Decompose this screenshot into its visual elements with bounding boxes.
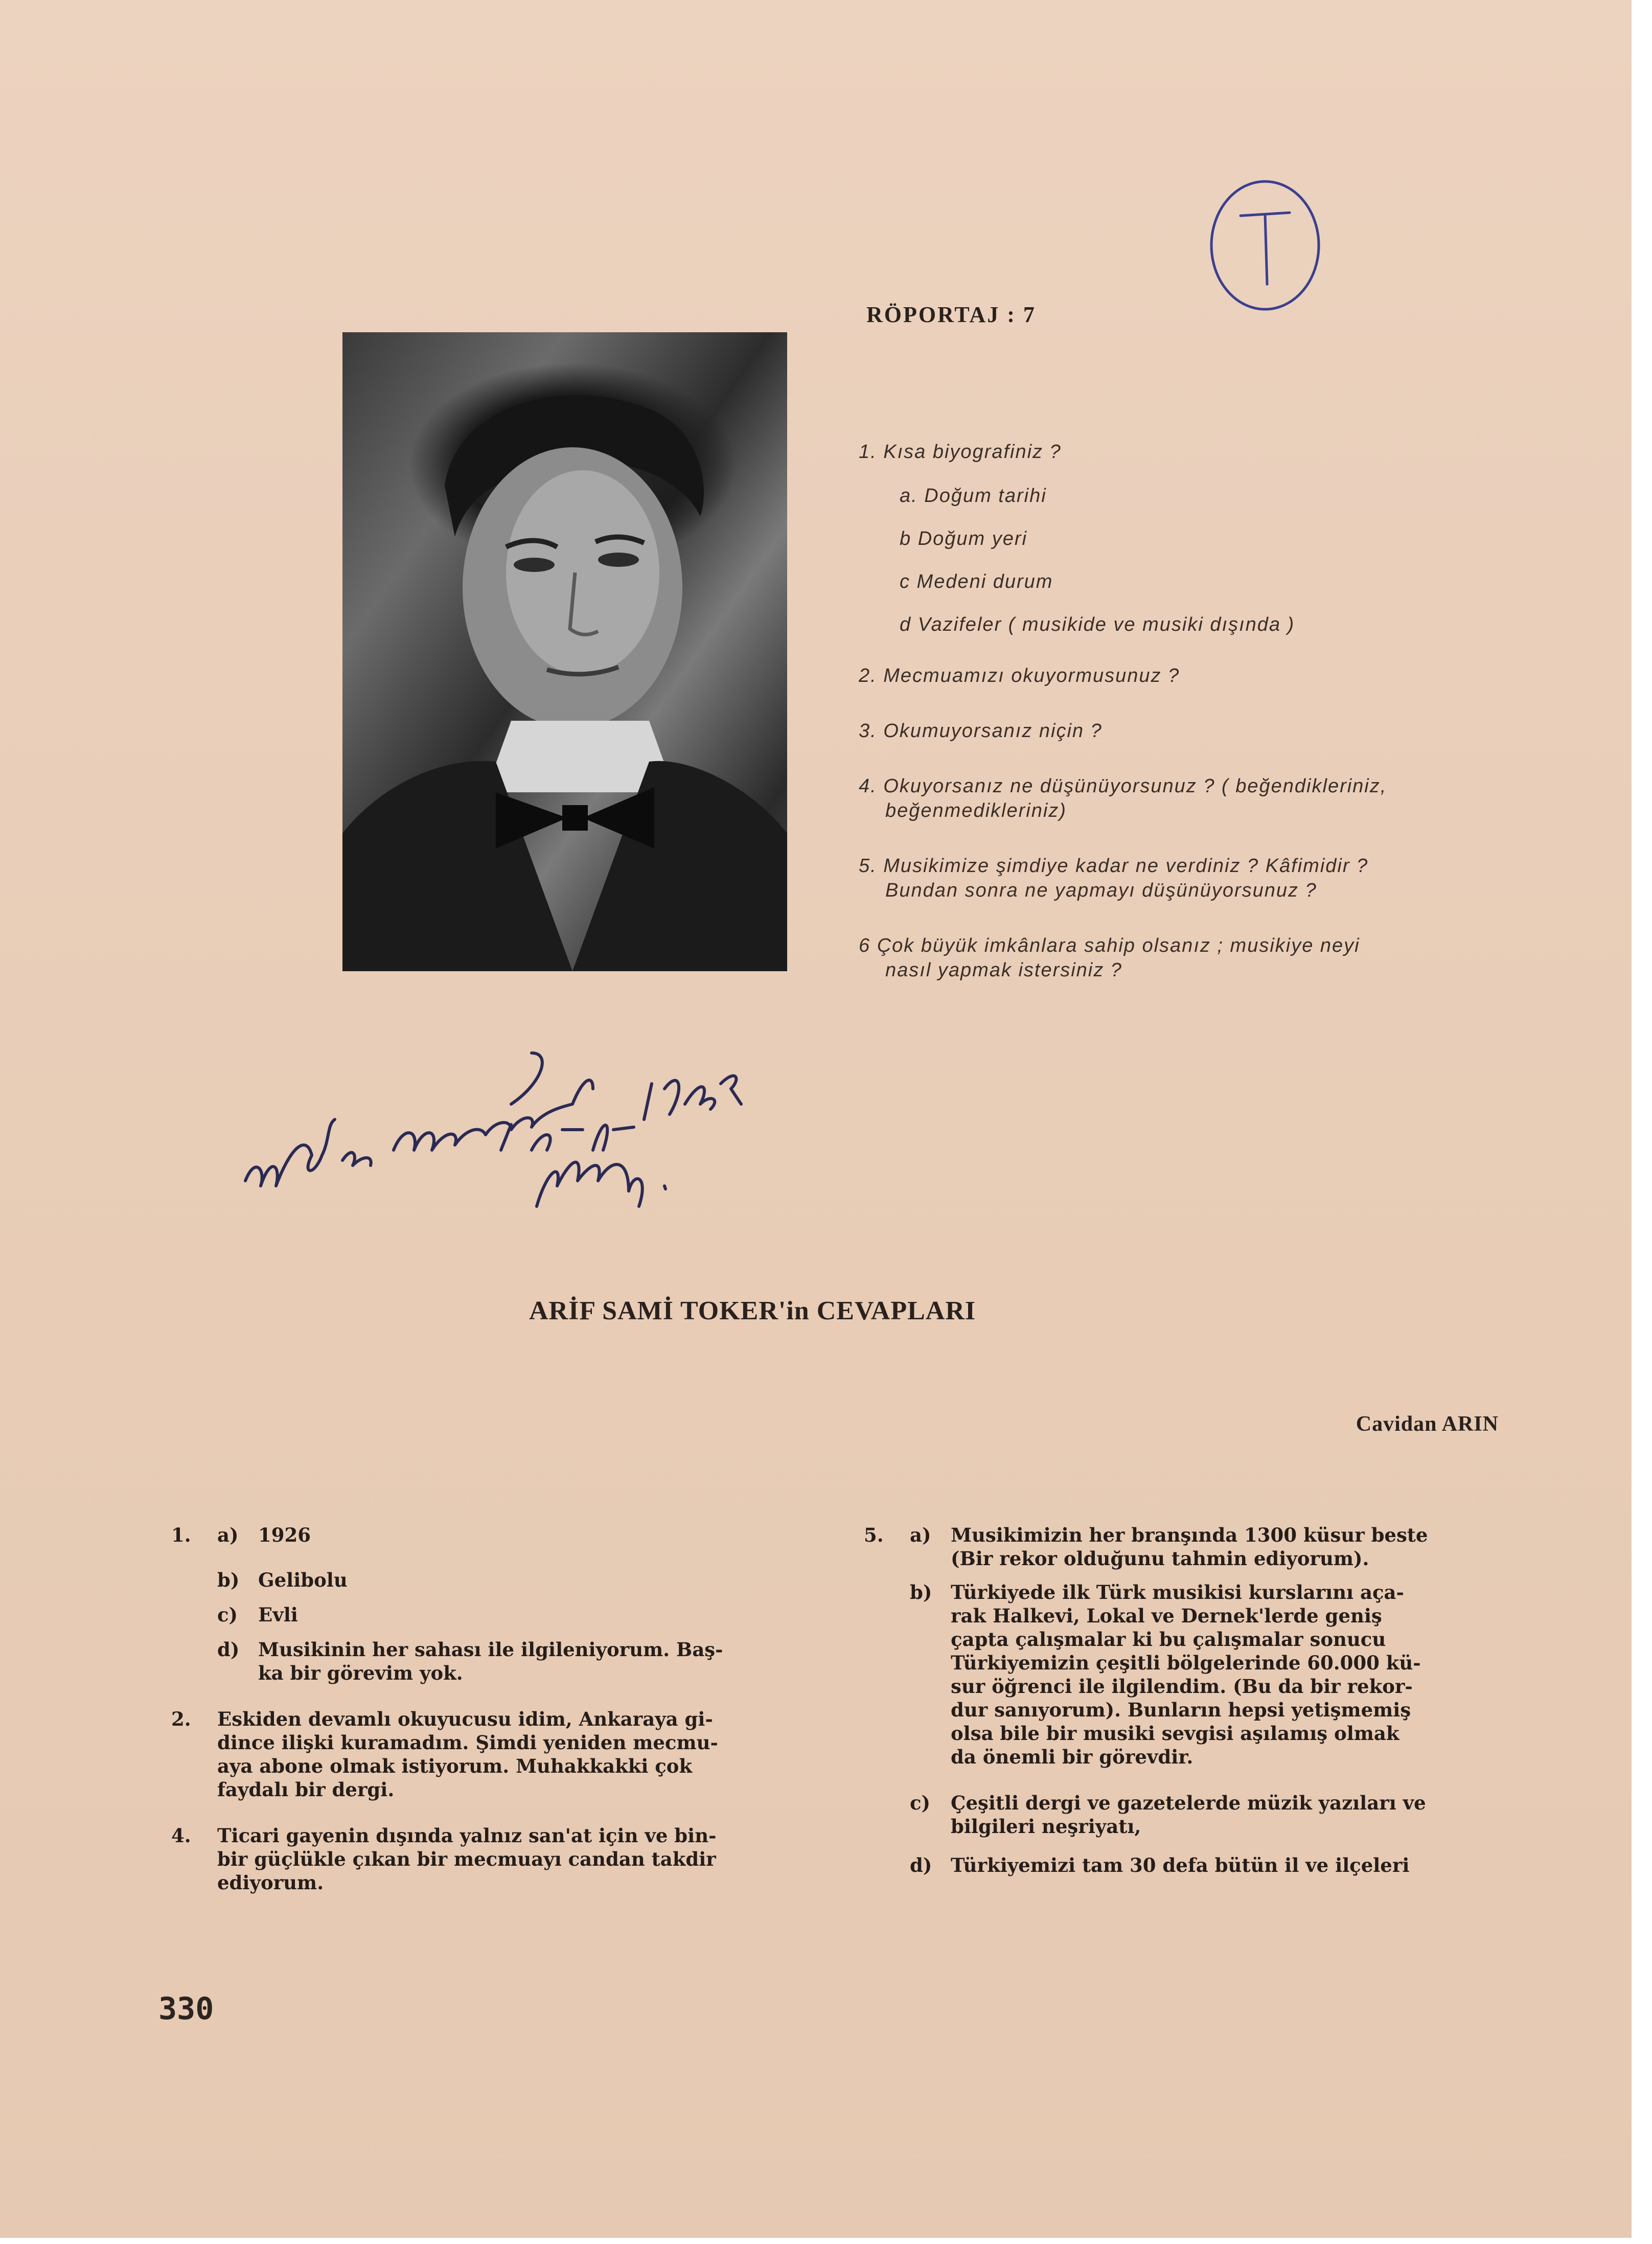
answer-text: Evli: [258, 1604, 298, 1626]
question-1a: a. Doğum tarihi: [900, 485, 1047, 507]
answer-line: Musikinin her sahası ile ilgileniyorum. Baş-: [258, 1638, 723, 1661]
answer-line: ediyorum.: [217, 1871, 324, 1894]
question-4: [859, 774, 1544, 823]
answer-text: Gelibolu: [258, 1569, 348, 1591]
answer-line: dur sanıyorum). Bunların hepsi yetişmemiş: [951, 1699, 1411, 1721]
portrait-photo: [342, 332, 787, 971]
answer-1b: [171, 1568, 825, 1592]
question-5-line-1: 5. Musikimize şimdiye kadar ne verdiniz ? Kâfimidir ?: [859, 855, 1369, 877]
question-5-line-2: Bundan sonra ne yapmayı düşünüyorsunuz ?: [885, 880, 1317, 901]
answer-1a: [171, 1523, 825, 1547]
circled-mark: [1199, 169, 1332, 322]
answer-text: [951, 1791, 1523, 1838]
answer-5-number: 5.: [864, 1524, 884, 1546]
handwritten-signature: [225, 1002, 797, 1217]
questionnaire: [859, 440, 1544, 982]
answer-letter: c): [910, 1792, 931, 1814]
answer-line: Çeşitli dergi ve gazetelerde müzik yazıları ve: [951, 1792, 1426, 1814]
answer-line: (Bir rekor olduğunu tahmin ediyorum).: [951, 1547, 1369, 1570]
answer-text: [258, 1638, 825, 1685]
question-2: 2. Mecmuamızı okuyormusunuz ?: [859, 665, 1180, 686]
question-1d: d Vazifeler ( musikide ve musiki dışında ): [900, 614, 1295, 635]
question-3: 3. Okumuyorsanız niçin ?: [859, 720, 1103, 742]
scan-border-right: [1632, 0, 1652, 2244]
question-6-line-2: nasıl yapmak istersiniz ?: [885, 959, 1122, 981]
answer-1d: [171, 1638, 825, 1685]
answer-letter: d): [217, 1638, 240, 1661]
answer-2-number: 2.: [171, 1708, 191, 1730]
page-number: 330: [158, 1991, 214, 2027]
answer-letter: b): [910, 1581, 932, 1604]
answer-text: [217, 1707, 825, 1801]
section-label: RÖPORTAJ : 7: [866, 302, 1036, 327]
answer-letter: a): [910, 1524, 931, 1546]
answers-title: ARİF SAMİ TOKER'in CEVAPLARI: [529, 1296, 976, 1325]
answer-1-number: 1.: [171, 1524, 191, 1546]
question-5: [859, 854, 1544, 903]
answer-4-number: 4.: [171, 1824, 191, 1847]
answer-5a: [864, 1523, 1523, 1570]
answer-5c: [864, 1791, 1523, 1838]
answer-line: da önemli bir görevdir.: [951, 1746, 1194, 1768]
answer-text: Türkiyemizi tam 30 defa bütün il ve ilçeleri: [951, 1854, 1410, 1876]
answer-line: bir güçlükle çıkan bir mecmuayı candan takdir: [217, 1848, 716, 1870]
author-name: Cavidan ARIN: [1356, 1412, 1499, 1436]
answer-2: [171, 1707, 825, 1801]
answers-right-column: [864, 1523, 1523, 1885]
question-1: 1. Kısa biyografiniz ?: [859, 441, 1062, 463]
answer-line: ka bir görevim yok.: [258, 1662, 463, 1684]
answer-5b: [864, 1581, 1523, 1769]
answer-1c: [171, 1603, 825, 1627]
answer-line: aya abone olmak istiyorum. Muhakkakki çok: [217, 1755, 693, 1777]
answer-line: Eskiden devamlı okuyucusu idim, Ankaraya gi-: [217, 1708, 713, 1730]
question-6-line-1: 6 Çok büyük imkânlara sahip olsanız ; musikiye neyi: [859, 935, 1360, 956]
answer-line: rak Halkevi, Lokal ve Dernek'lerde geniş: [951, 1605, 1382, 1627]
answer-line: Ticari gayenin dışında yalnız san'at için ve bin-: [217, 1824, 717, 1847]
answer-text: [217, 1824, 825, 1894]
answer-5d: [864, 1853, 1523, 1877]
answer-text: [951, 1581, 1523, 1769]
answer-text: [951, 1523, 1523, 1570]
scan-border-bottom: [0, 2238, 1652, 2244]
answer-line: Türkiyemizin çeşitli bölgelerinde 60.000 kü-: [951, 1652, 1421, 1674]
question-1c: c Medeni durum: [900, 571, 1053, 592]
question-4-line-2: beğenmedikleriniz): [885, 800, 1067, 821]
answer-letter: b): [217, 1569, 240, 1591]
answer-line: dince ilişki kuramadım. Şimdi yeniden mecmu-: [217, 1731, 718, 1754]
answer-line: sur öğrenci ile ilgilendim. (Bu da bir rekor-: [951, 1675, 1413, 1698]
answer-letter: d): [910, 1854, 932, 1876]
answer-4: [171, 1824, 825, 1894]
answer-line: faydalı bir dergi.: [217, 1778, 395, 1801]
answer-line: Türkiyede ilk Türk musikisi kurslarını aça-: [951, 1581, 1404, 1604]
answer-text: 1926: [258, 1524, 311, 1546]
portrait-figure: [342, 332, 787, 971]
answer-line: bilgileri neşriyatı,: [951, 1815, 1141, 1838]
question-4-line-1: 4. Okuyorsanız ne düşünüyorsunuz ? ( beğendikleriniz,: [859, 775, 1387, 797]
question-1b: b Doğum yeri: [900, 528, 1027, 549]
answer-line: Musikimizin her branşında 1300 küsur beste: [951, 1524, 1428, 1546]
answer-line: olsa bile bir musiki sevgisi aşılamış olmak: [951, 1722, 1399, 1745]
answers-left-column: [171, 1523, 825, 1903]
answer-letter: a): [217, 1524, 239, 1546]
answer-letter: c): [217, 1604, 238, 1626]
question-6: [859, 933, 1544, 982]
answer-line: çapta çalışmalar ki bu çalışmalar sonucu: [951, 1628, 1386, 1651]
